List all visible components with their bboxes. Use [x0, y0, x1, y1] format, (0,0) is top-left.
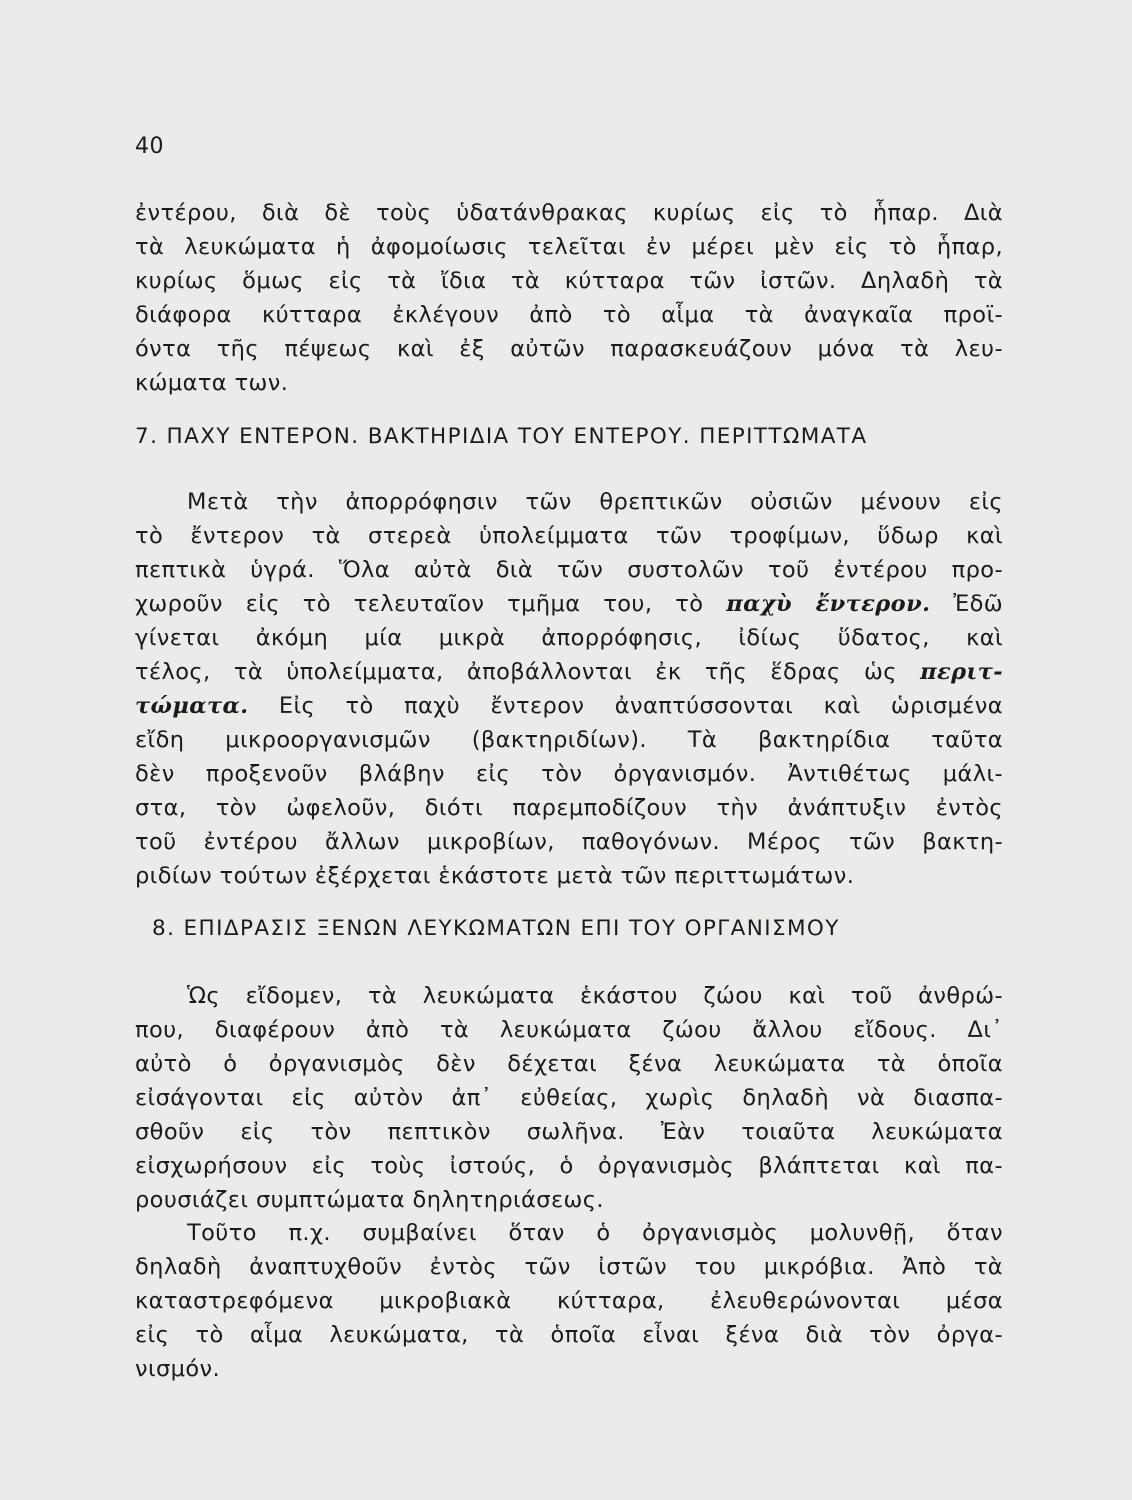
text-line: νισμόν. — [135, 1356, 221, 1382]
text-line: Μετὰ τὴν ἀπορρόφησιν τῶν θρεπτικῶν οὐσιῶν μένουν εἰς — [187, 489, 1003, 515]
text-line: σθοῦν εἰς τὸν πεπτικὸν σωλῆνα. Ἐὰν τοιαῦτα λευκώματα — [135, 1119, 1003, 1145]
text-line: Ὡς εἴδομεν, τὰ λευκώματα ἑκάστου ζώου καὶ τοῦ ἀνθρώ- — [187, 983, 1003, 1009]
text-run: Εἰς τὸ παχὺ ἔντερον ἀναπτύσσονται καὶ ὡρισμένα — [248, 693, 1003, 719]
text-line: διάφορα κύτταρα ἐκλέγουν ἀπὸ τὸ αἷμα τὰ ἀναγκαῖα προϊ- — [135, 302, 1003, 328]
text-line: εἰσχωρήσουν εἰς τοὺς ἰστούς, ὁ ὀργανισμὸς βλάπτεται καὶ πα- — [135, 1153, 1003, 1179]
section-7-paragraph — [135, 485, 1003, 893]
text-line — [135, 655, 1003, 689]
text-line: ριδίων τούτων ἐξέρχεται ἑκάστοτε μετὰ τῶν περιττωμάτων. — [135, 863, 855, 889]
text-line: τὸ ἔντερον τὰ στερεὰ ὑπολείμματα τῶν τροφίμων, ὕδωρ καὶ — [135, 523, 1003, 549]
text-line: ἐντέρου, διὰ δὲ τοὺς ὑδατάνθρακας κυρίως εἰς τὸ ἧπαρ. Διὰ — [135, 200, 1003, 226]
text-line: καταστρεφόμενα μικροβιακὰ κύτταρα, ἐλευθερώνονται μέσα — [135, 1288, 1003, 1314]
text-line: κώματα των. — [135, 370, 289, 396]
text-line — [135, 689, 1003, 723]
text-line: κυρίως ὅμως εἰς τὰ ἴδια τὰ κύτταρα τῶν ἰστῶν. Δηλαδὴ τὰ — [135, 268, 1003, 294]
text-run: τέλος, τὰ ὑπολείμματα, ἀποβάλλονται ἐκ τῆς ἕδρας ὡς — [135, 659, 921, 685]
emphasized-term: περιτ- — [920, 659, 1003, 685]
text-line: όντα τῆς πέψεως καὶ ἐξ αὐτῶν παρασκευάζουν μόνα τὰ λευ- — [135, 336, 1003, 362]
text-line: δὲν προξενοῦν βλάβην εἰς τὸν ὀργανισμόν. Ἀντιθέτως μάλι- — [135, 761, 1003, 787]
section-7-heading: 7. ΠΑΧΥ ΕΝΤΕΡΟΝ. ΒΑΚΤΗΡΙΔΙΑ ΤΟΥ ΕΝΤΕΡΟΥ. ΠΕΡΙΤΤΩΜΑΤΑ — [135, 424, 868, 449]
text-run: χωροῦν εἰς τὸ τελευταῖον τμῆμα του, τὸ — [135, 591, 727, 617]
text-line: εἴδη μικροοργανισμῶν (βακτηριδίων). Τὰ βακτηρίδια ταῦτα — [135, 727, 1003, 753]
text-run: Ἐδῶ — [930, 591, 1004, 617]
text-line: τὰ λευκώματα ἡ ἀφομοίωσις τελεῖται ἐν μέρει μὲν εἰς τὸ ἧπαρ, — [135, 234, 1003, 260]
emphasized-term: παχὺ ἔντερον. — [726, 591, 931, 617]
text-line: δηλαδὴ ἀναπτυχθοῦν ἐντὸς τῶν ἰστῶν του μικρόβια. Ἀπὸ τὰ — [135, 1254, 1003, 1280]
section-8-paragraph-2 — [135, 1216, 1003, 1386]
text-line: εἰς τὸ αἷμα λευκώματα, τὰ ὁποῖα εἶναι ξένα διὰ τὸν ὀργα- — [135, 1322, 1003, 1348]
text-line: Τοῦτο π.χ. συμβαίνει ὅταν ὁ ὀργανισμὸς μολυνθῇ, ὅταν — [187, 1220, 1003, 1246]
text-line: που, διαφέρουν ἀπὸ τὰ λευκώματα ζώου ἄλλου εἴδους. Δι᾿ — [135, 1017, 1003, 1043]
section-8-paragraph-1 — [135, 979, 1003, 1217]
page-number: 40 — [135, 134, 164, 159]
text-line: αὐτὸ ὁ ὀργανισμὸς δὲν δέχεται ξένα λευκώματα τὰ ὁποῖα — [135, 1051, 1003, 1077]
section-8-heading: 8. ΕΠΙΔΡΑΣΙΣ ΞΕΝΩΝ ΛΕΥΚΩΜΑΤΩΝ ΕΠΙ ΤΟΥ ΟΡΓΑΝΙΣΜΟΥ — [152, 916, 840, 941]
text-line: ρουσιάζει συμπτώματα δηλητηριάσεως. — [135, 1187, 604, 1213]
text-line: στα, τὸν ὠφελοῦν, διότι παρεμποδίζουν τὴν ἀνάπτυξιν ἐντὸς — [135, 795, 1003, 821]
text-line: εἰσάγονται εἰς αὐτὸν ἀπ᾿ εὐθείας, χωρὶς δηλαδὴ νὰ διασπα- — [135, 1085, 1003, 1111]
text-line: πεπτικὰ ὑγρά. Ὅλα αὐτὰ διὰ τῶν συστολῶν τοῦ ἐντέρου προ- — [135, 557, 1003, 583]
text-line: γίνεται ἀκόμη μία μικρὰ ἀπορρόφησις, ἰδίως ὕδατος, καὶ — [135, 625, 1003, 651]
text-line: τοῦ ἐντέρου ἄλλων μικροβίων, παθογόνων. Μέρος τῶν βακτη- — [135, 829, 1003, 855]
emphasized-term: τώματα. — [135, 693, 249, 719]
text-line — [135, 587, 1003, 621]
intro-paragraph — [135, 196, 1003, 400]
